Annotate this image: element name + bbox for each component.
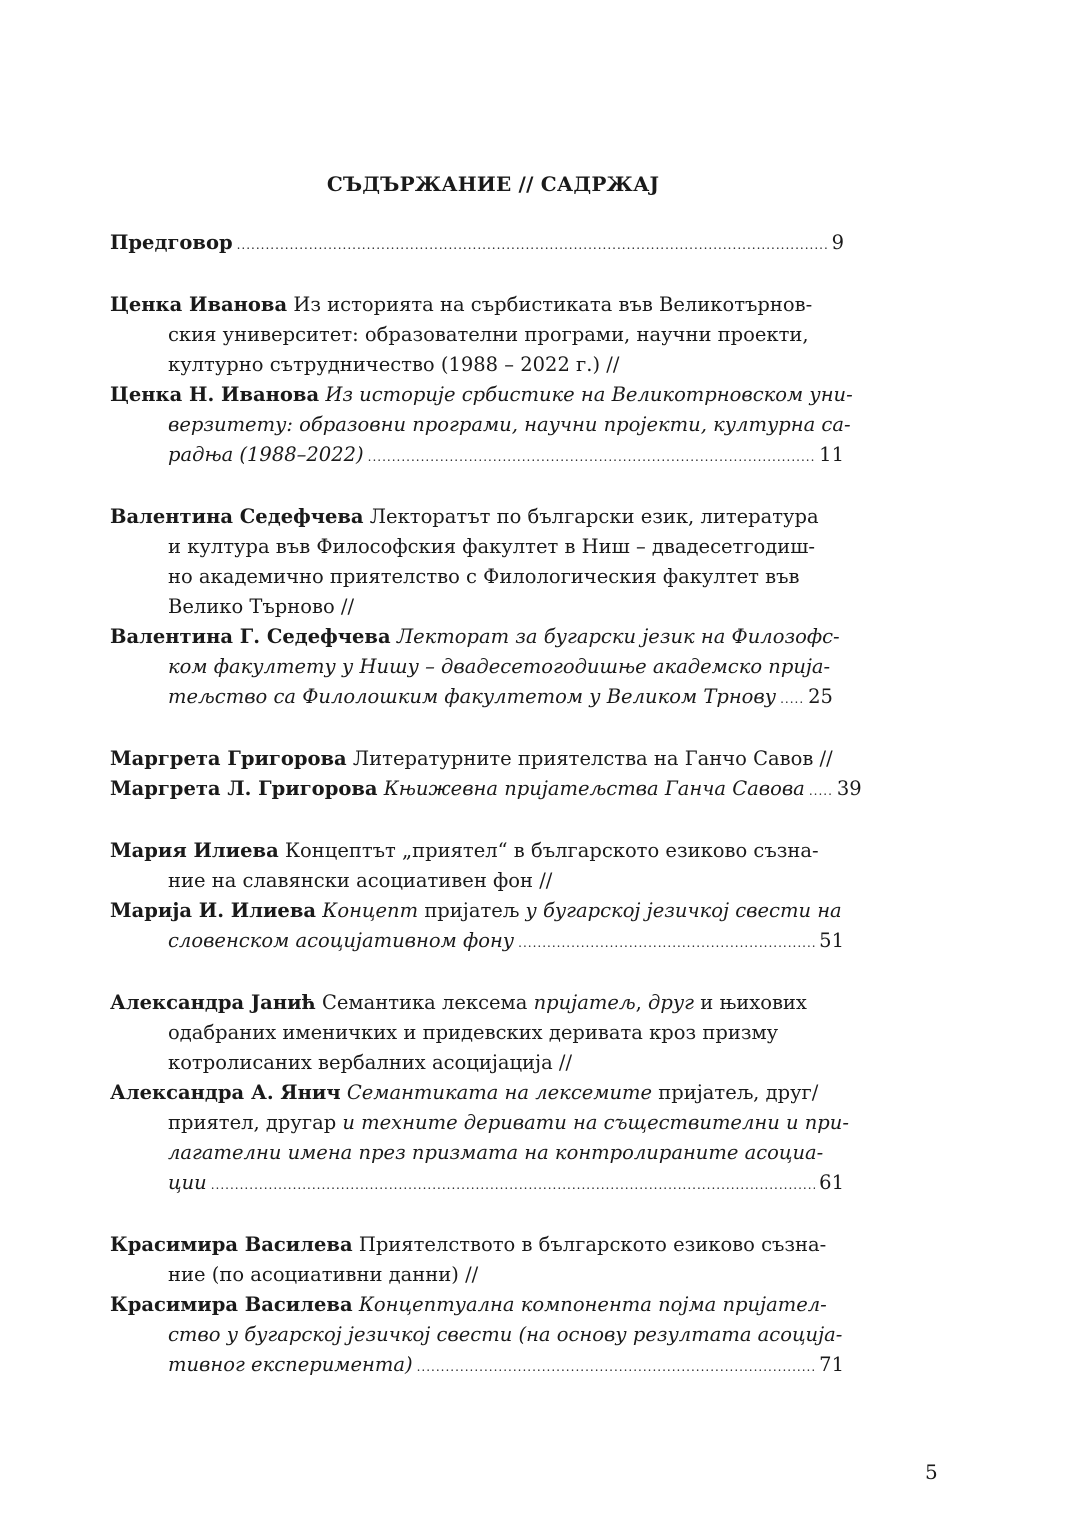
title-line: верзитету: образовни програми, научни пројекти, културна са-: [168, 413, 851, 436]
author: Маргрета Л. Григорова: [110, 777, 378, 800]
title-line: Велико Търново //: [168, 595, 355, 618]
toc-entry-sr[interactable]: [110, 774, 876, 806]
title-line: и култура във Философския факултет в Ниш – двадесетгодиш-: [168, 535, 816, 558]
author: Александра Јанић: [110, 991, 316, 1014]
title-line: котролисаних вербалних асоцијација //: [168, 1051, 573, 1074]
title-part: приятел, другар: [168, 1111, 337, 1134]
title-line: тивног експеримента): [168, 1353, 413, 1376]
dot-leader: [417, 1352, 816, 1382]
title-line: ции: [168, 1171, 207, 1194]
dot-leader: [809, 776, 833, 806]
toc-entry-foreword[interactable]: [110, 228, 876, 260]
author: Мария Илиева: [110, 839, 279, 862]
title-line: Из историята на сърбистиката във Великотърнов-: [293, 293, 813, 316]
author: Валентина Седефчева: [110, 505, 364, 528]
page-ref: 61: [819, 1171, 844, 1194]
foreword-title: Предговор: [110, 231, 233, 254]
title-line: радња (1988–2022): [168, 443, 364, 466]
title-line: словенском асоцијативном фону: [168, 929, 515, 952]
toc-entry-bg[interactable]: [110, 744, 876, 774]
toc-entry-bg[interactable]: [110, 502, 876, 622]
page-title: СЪДЪРЖАНИЕ // САДРЖАЈ: [326, 172, 660, 196]
dot-leader: [237, 230, 828, 260]
title-part: Концепт: [322, 899, 419, 922]
page-ref: 39: [836, 777, 862, 800]
page-number: 5: [925, 1460, 938, 1484]
page-ref: 51: [819, 929, 844, 952]
title-line: Лекторатът по български език, литература: [369, 505, 819, 528]
title-part: у бугарској језичкој свести на: [525, 899, 842, 922]
title-line: ком факултету у Нишу – двадесетогодишње академско прија-: [168, 655, 831, 678]
title-line: ския университет: образователни програми, научни проекти,: [168, 323, 809, 346]
title-line: ние (по асоциативни данни) //: [168, 1263, 479, 1286]
toc-entry-bg[interactable]: [110, 1230, 876, 1290]
title-part: друг: [648, 991, 695, 1014]
title-last-line: [168, 440, 876, 472]
title-line: Концептът „приятел“ в българското езиково съзна-: [284, 839, 819, 862]
toc-entry-bg[interactable]: [110, 290, 876, 380]
toc-entry-sr[interactable]: [110, 1290, 876, 1382]
title-line: лагателни имена през призмата на контролираните асоциа-: [168, 1141, 824, 1164]
title-part: пријатељ: [533, 991, 636, 1014]
dot-leader: [518, 928, 815, 958]
title-line: ство у бугарској језичкој свести (на основу резултата асоција-: [168, 1323, 843, 1346]
toc-entry-sr[interactable]: [110, 622, 876, 714]
dot-leader: [368, 442, 816, 472]
author: Ценка Н. Иванова: [110, 383, 320, 406]
title-line: Лекторат за бугарски језик на Филозофс-: [396, 625, 840, 648]
toc-entry-bg[interactable]: [110, 988, 876, 1078]
title-part: пријатељ, друг/: [658, 1081, 819, 1104]
author: Александра А. Янич: [110, 1081, 341, 1104]
title-part: пријатељ: [424, 899, 520, 922]
author: Ценка Иванова: [110, 293, 288, 316]
page-ref: 25: [808, 685, 833, 708]
title-line: одабраних именичких и придевских деривата кроз призму: [168, 1021, 779, 1044]
title-last-line: [168, 682, 876, 714]
page-ref: 71: [819, 1353, 844, 1376]
title-last-line: [168, 1350, 876, 1382]
title-line: тељство са Филолошким факултетом у Великом Трнову: [168, 685, 777, 708]
title-part: Семантика лексема: [321, 991, 528, 1014]
page-ref: 9: [831, 231, 844, 254]
author: Красимира Василева: [110, 1293, 353, 1316]
title-part: и техните деривати на съществителни и при-: [342, 1111, 849, 1134]
title-last-line: [168, 926, 876, 958]
table-of-contents: [110, 228, 876, 1382]
author: Валентина Г. Седефчева: [110, 625, 391, 648]
page-ref: 11: [819, 443, 844, 466]
title-last-line: [168, 1168, 876, 1200]
title-line: Из историје србистике на Великотрновском уни-: [325, 383, 853, 406]
toc-entry-sr[interactable]: [110, 1078, 876, 1200]
title-line: Књижевна пријатељства Ганча Савова: [383, 777, 805, 800]
title-line: Литературните приятелства на Ганчо Савов //: [352, 747, 833, 770]
author: Марија И. Илиева: [110, 899, 317, 922]
title-part: ,: [635, 991, 642, 1014]
toc-entry-sr[interactable]: [110, 380, 876, 472]
dot-leader: [211, 1170, 815, 1200]
title-line: културно сътрудничество (1988 – 2022 г.) //: [168, 353, 620, 376]
title-line: но академично приятелство с Филологическия факултет във: [168, 565, 800, 588]
title-part: и њихових: [700, 991, 807, 1014]
author: Красимира Василева: [110, 1233, 353, 1256]
title-part: Семантиката на лексемите: [346, 1081, 653, 1104]
title-line: ние на славянски асоциативен фон //: [168, 869, 553, 892]
title-line: Концептуална компонента појма пријател-: [358, 1293, 827, 1316]
dot-leader: [780, 684, 804, 714]
author: Маргрета Григорова: [110, 747, 347, 770]
toc-entry-bg[interactable]: [110, 836, 876, 896]
toc-entry-sr[interactable]: [110, 896, 876, 958]
title-line: Приятелството в българското езиково съзна-: [358, 1233, 827, 1256]
